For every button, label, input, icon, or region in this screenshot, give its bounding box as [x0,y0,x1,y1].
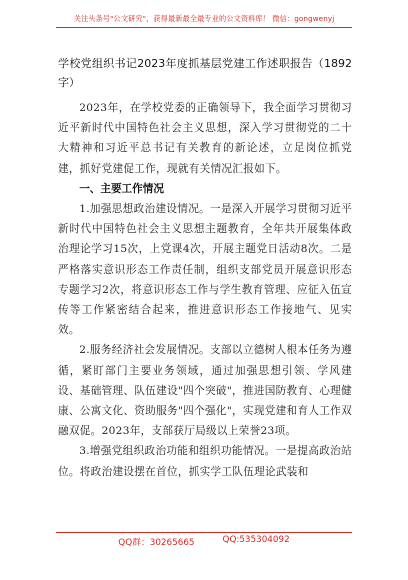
paragraph-item-2: 2.服务经济社会发展情况。支部以立德树人根本任务为遵循，紧盯部门主要业务领域，通过加强思想引领、学风建设、基础管理、队伍建设"四个突破"，推进国防教育、心理健康、公寓文化、资助服务"四个强化"，实现党建和育人工作双融双促。2023年，支部获厅局级以上荣誉23项。 [58,344,352,438]
section-heading: 一、主要工作情况 [79,182,164,195]
header-divider [56,27,352,28]
document-title: 学校党组织书记2023年度抓基层党建工作述职报告（1892字） [58,57,352,89]
intro-paragraph: 2023年，在学校党委的正确领导下，我全面学习贯彻习近平新时代中国特色社会主义思想，深入学习贯彻党的二十大精神和习近平总书记有关教育的新论述，立足岗位抓党建，抓好党建促工作，现就有关情况汇报如下。 [58,102,352,175]
footer-divider [56,532,352,533]
footer-qq-group: QQ群：30265665 [118,538,195,548]
footer [0,535,408,548]
header-banner: 关注头条号"公文研究"，获得最新最全最专业的公文资料库！ 微信：gongwenyj [73,14,335,23]
document-body [58,54,352,482]
paragraph-item-3: 3.增强党组织政治功能和组织功能情况。一是提高政治站位。将政治建设摆在首位，抓实学工队伍理论武装和 [58,445,352,478]
paragraph-item-1: 1.加强思想政治建设情况。一是深入开展学习贯彻习近平新时代中国特色社会主义思想主题教育，全年共开展集体政治理论学习15次，上党课4次，开展主题党日活动8次。二是严格落实意识形态工作责任制，组织支部党员开展意识形态专题学习2次，将意识形态工作与学生教育管理、应征入伍宣传等工作紧密结合起来，推进意识形态工作接地气、见实效。 [58,203,352,337]
footer-qq: QQ:535304092 [222,535,290,545]
